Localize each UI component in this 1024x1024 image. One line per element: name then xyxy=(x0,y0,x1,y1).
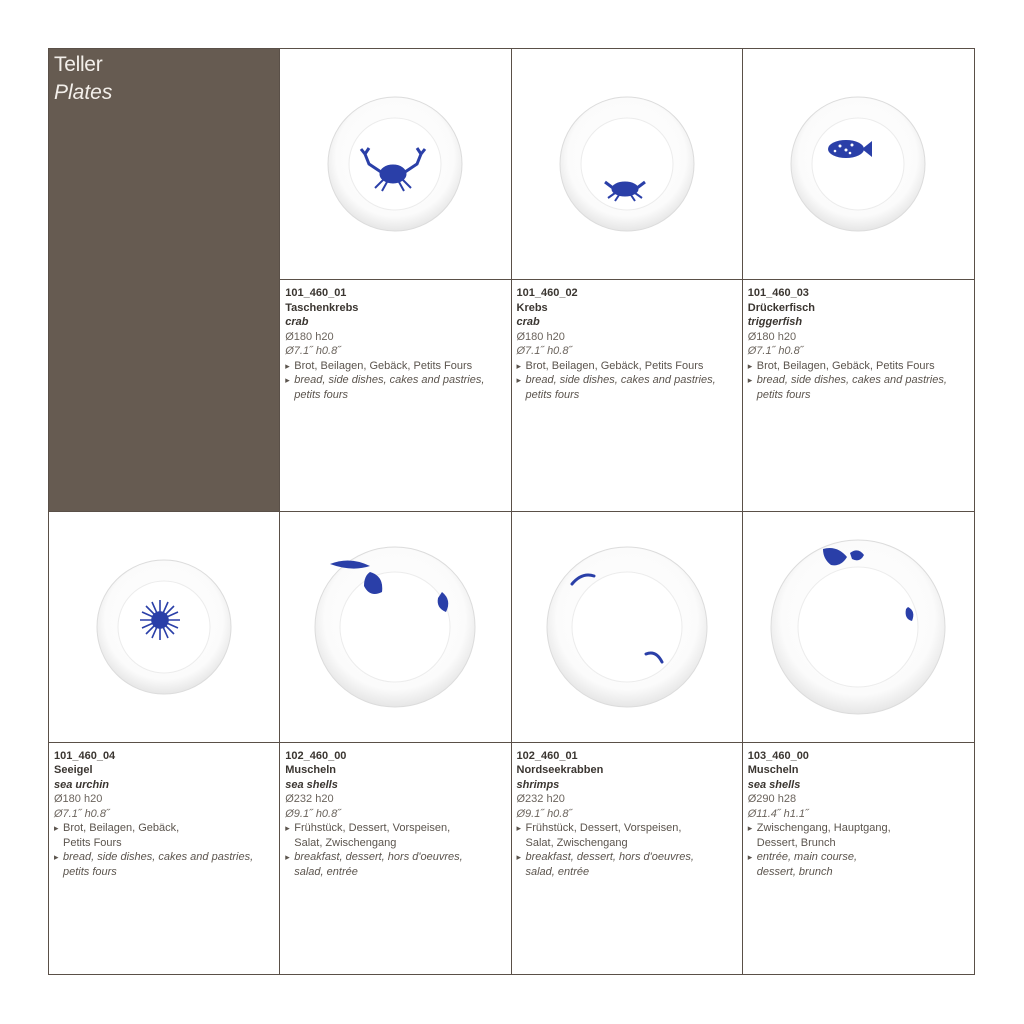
usage-en: ▸ bread, side dishes, cakes and pastries, petits fours xyxy=(517,373,737,402)
product-grid xyxy=(48,48,975,975)
plate-image xyxy=(768,537,948,717)
usage-de: ▸ Brot, Beilagen, Gebäck, Petits Fours xyxy=(285,359,505,374)
product-name-de: Muscheln xyxy=(285,764,336,777)
product-image-cell xyxy=(280,512,511,743)
dimension-metric: Ø180 h20 xyxy=(54,793,103,806)
product-code: 101_460_03 xyxy=(747,287,809,300)
plate-image xyxy=(542,542,712,712)
product-info-cell xyxy=(512,743,743,974)
product-name-de: Krebs xyxy=(516,301,548,314)
usage-de: ▸ Frühstück, Dessert, Vorspeisen, Salat, Zwischengang xyxy=(285,821,505,850)
dimension-imperial: Ø7.1˝ h0.8˝ xyxy=(54,807,110,820)
section-title-panel xyxy=(49,49,280,512)
dimension-imperial: Ø11.4˝ h1.1˝ xyxy=(747,807,809,820)
usage-en: ▸ bread, side dishes, cakes and pastries, petits fours xyxy=(54,850,274,879)
product-code: 102_460_01 xyxy=(516,749,578,762)
product-name-en: triggerfish xyxy=(747,316,803,329)
usage-en: ▸ breakfast, dessert, hors d'oeuvres, salad, entrée xyxy=(285,850,505,879)
plate-image xyxy=(325,94,465,234)
product-image-cell xyxy=(512,512,743,743)
dimension-imperial: Ø7.1˝ h0.8˝ xyxy=(516,345,573,358)
product-info-cell xyxy=(49,743,280,974)
product-name-en: sea shells xyxy=(747,778,801,791)
product-name-en: sea shells xyxy=(285,778,338,791)
product-name-de: Taschenkrebs xyxy=(285,301,359,314)
product-image-cell xyxy=(280,49,511,280)
section-title-de: Teller xyxy=(54,53,103,76)
dimension-imperial: Ø9.1˝ h0.8˝ xyxy=(285,807,341,820)
product-name-en: crab xyxy=(285,316,309,329)
product-info-cell xyxy=(743,743,974,974)
dimension-metric: Ø232 h20 xyxy=(516,793,565,806)
usage-de: ▸ Brot, Beilagen, Gebäck, Petits Fours xyxy=(748,359,969,374)
plate-image xyxy=(94,557,234,697)
dimension-metric: Ø180 h20 xyxy=(516,330,565,343)
product-name-de: Nordseekrabben xyxy=(516,764,604,777)
product-info-cell xyxy=(280,743,511,974)
product-info-cell xyxy=(743,280,974,511)
dimension-metric: Ø180 h20 xyxy=(747,330,797,343)
product-info-cell xyxy=(512,280,743,511)
usage-en: ▸ entrée, main course, dessert, brunch xyxy=(748,850,969,879)
dimension-imperial: Ø9.1˝ h0.8˝ xyxy=(516,807,573,820)
dimension-imperial: Ø7.1˝ h0.8˝ xyxy=(747,345,804,358)
product-name-en: crab xyxy=(516,316,540,329)
usage-de: ▸ Frühstück, Dessert, Vorspeisen, Salat, Zwischengang xyxy=(517,821,737,850)
product-name-en: sea urchin xyxy=(54,778,110,791)
product-name-de: Muscheln xyxy=(747,764,799,777)
product-code: 101_460_04 xyxy=(54,749,116,762)
usage-de: ▸ Zwischengang, Hauptgang, Dessert, Brunch xyxy=(748,821,969,850)
usage-de: ▸ Brot, Beilagen, Gebäck, Petits Fours xyxy=(54,821,274,850)
product-code: 103_460_00 xyxy=(747,749,809,762)
usage-en: ▸ bread, side dishes, cakes and pastries, petits fours xyxy=(285,373,505,402)
product-code: 101_460_01 xyxy=(285,287,347,300)
product-image-cell xyxy=(743,49,974,280)
dimension-metric: Ø180 h20 xyxy=(285,330,334,343)
dimension-imperial: Ø7.1˝ h0.8˝ xyxy=(285,345,341,358)
sea-urchin-icon xyxy=(140,600,180,640)
section-title-en: Plates xyxy=(54,81,113,104)
usage-en: ▸ breakfast, dessert, hors d'oeuvres, salad, entrée xyxy=(517,850,737,879)
dimension-metric: Ø290 h28 xyxy=(747,793,797,806)
product-name-en: shrimps xyxy=(516,778,560,791)
product-image-cell xyxy=(512,49,743,280)
product-name-de: Drückerfisch xyxy=(747,301,816,314)
product-image-cell xyxy=(743,512,974,743)
usage-de: ▸ Brot, Beilagen, Gebäck, Petits Fours xyxy=(517,359,737,374)
plate-image xyxy=(310,542,480,712)
plate-image xyxy=(788,94,928,234)
product-info-cell xyxy=(280,280,511,511)
usage-en: ▸ bread, side dishes, cakes and pastries, petits fours xyxy=(748,373,969,402)
product-code: 101_460_02 xyxy=(516,287,578,300)
product-code: 102_460_00 xyxy=(285,749,347,762)
plate-image xyxy=(557,94,697,234)
product-name-de: Seeigel xyxy=(54,764,93,777)
dimension-metric: Ø232 h20 xyxy=(285,793,334,806)
product-image-cell xyxy=(49,512,280,743)
